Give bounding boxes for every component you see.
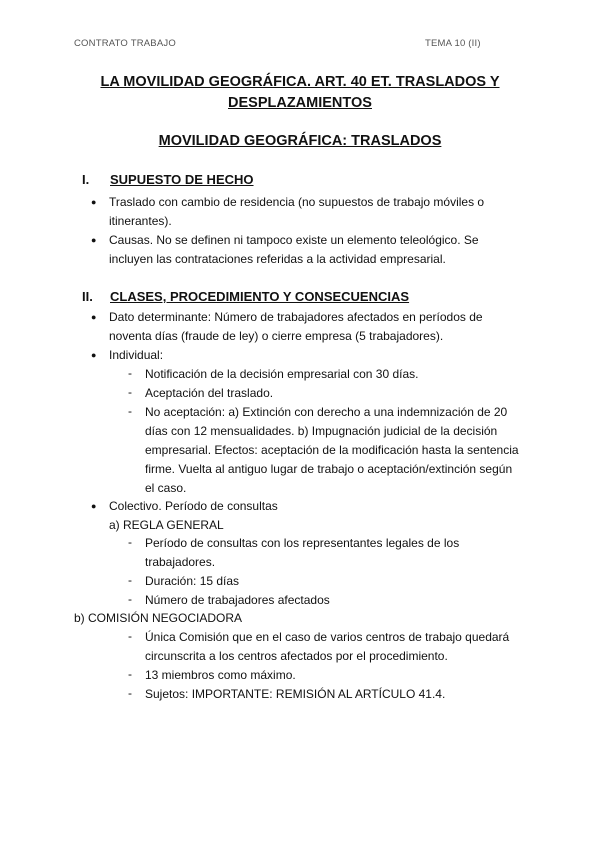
list-item-line: 13 miembros como máximo. (145, 668, 296, 682)
sublist-label: b) COMISIÓN NEGOCIADORA (74, 611, 243, 625)
section-number: II. (82, 289, 93, 304)
section-title: CLASES, PROCEDIMIENTO Y CONSECUENCIAS (110, 289, 410, 304)
dash-marker: - (128, 366, 132, 380)
title-line: LA MOVILIDAD GEOGRÁFICA. ART. 40 ET. TRASLADOS Y (100, 74, 500, 90)
bullet-icon: ● (91, 312, 97, 322)
document-subtitle: MOVILIDAD GEOGRÁFICA: TRASLADOS (158, 133, 442, 149)
list-item-line: Notificación de la decisión empresarial con 30 días. (145, 367, 419, 381)
dash-marker: - (128, 686, 132, 700)
header-right: TEMA 10 (II) (425, 38, 481, 49)
list-item-line: Única Comisión que en el caso de varios centros de trabajo quedará (145, 630, 510, 644)
section-title: SUPUESTO DE HECHO (110, 172, 254, 187)
title-line: DESPLAZAMIENTOS (228, 95, 372, 111)
dash-marker: - (128, 629, 132, 643)
list-item-line: itinerantes). (109, 214, 172, 228)
bullet-icon: ● (91, 501, 97, 511)
dash-marker: - (128, 667, 132, 681)
document-title (60, 72, 540, 114)
header-left: CONTRATO TRABAJO (74, 38, 176, 49)
dash-marker: - (128, 404, 132, 418)
sublist-label: a) REGLA GENERAL (109, 518, 224, 532)
dash-marker: - (128, 385, 132, 399)
list-item-line: circunscrita a los centros afectados por el procedimiento. (145, 649, 448, 663)
dash-marker: - (128, 592, 132, 606)
list-item-line: incluyen las contrataciones referidas a la actividad empresarial. (109, 252, 446, 266)
list-item-line: Número de trabajadores afectados (145, 593, 330, 607)
list-item-line: Traslado con cambio de residencia (no supuestos de trabajo móviles o (109, 195, 485, 209)
list-item-line: días con 12 mensualidades. b) Impugnación judicial de la decisión (145, 424, 498, 438)
dash-marker: - (128, 573, 132, 587)
bullet-icon: ● (91, 350, 97, 360)
section-number: I. (82, 172, 90, 187)
list-item-line: Causas. No se definen ni tampoco existe un elemento teleológico. Se (109, 233, 479, 247)
list-item-line: Individual: (109, 348, 164, 362)
list-item-line: trabajadores. (145, 555, 216, 569)
list-item-line: el caso. (145, 481, 187, 495)
list-item-line: Aceptación del traslado. (145, 386, 274, 400)
list-item-line: Período de consultas con los representantes legales de los (145, 536, 460, 550)
bullet-icon: ● (91, 197, 97, 207)
list-item-line: Sujetos: IMPORTANTE: REMISIÓN AL ARTÍCULO 41.4. (145, 687, 446, 701)
list-item-line: empresarial. Efectos: aceptación de la modificación hasta la sentencia (145, 443, 519, 457)
list-item-line: No aceptación: a) Extinción con derecho a una indemnización de 20 (145, 405, 508, 419)
dash-marker: - (128, 535, 132, 549)
list-item-line: noventa días (fraude de ley) o cierre empresa (5 trabajadores). (109, 329, 444, 343)
list-item-line: firme. Vuelta al antiguo lugar de trabajo o aceptación/extinción según (145, 462, 513, 476)
list-item-line: Duración: 15 días (145, 574, 240, 588)
list-item-line: Colectivo. Período de consultas (109, 499, 278, 513)
bullet-icon: ● (91, 235, 97, 245)
list-item-line: Dato determinante: Número de trabajadores afectados en períodos de (109, 310, 483, 324)
